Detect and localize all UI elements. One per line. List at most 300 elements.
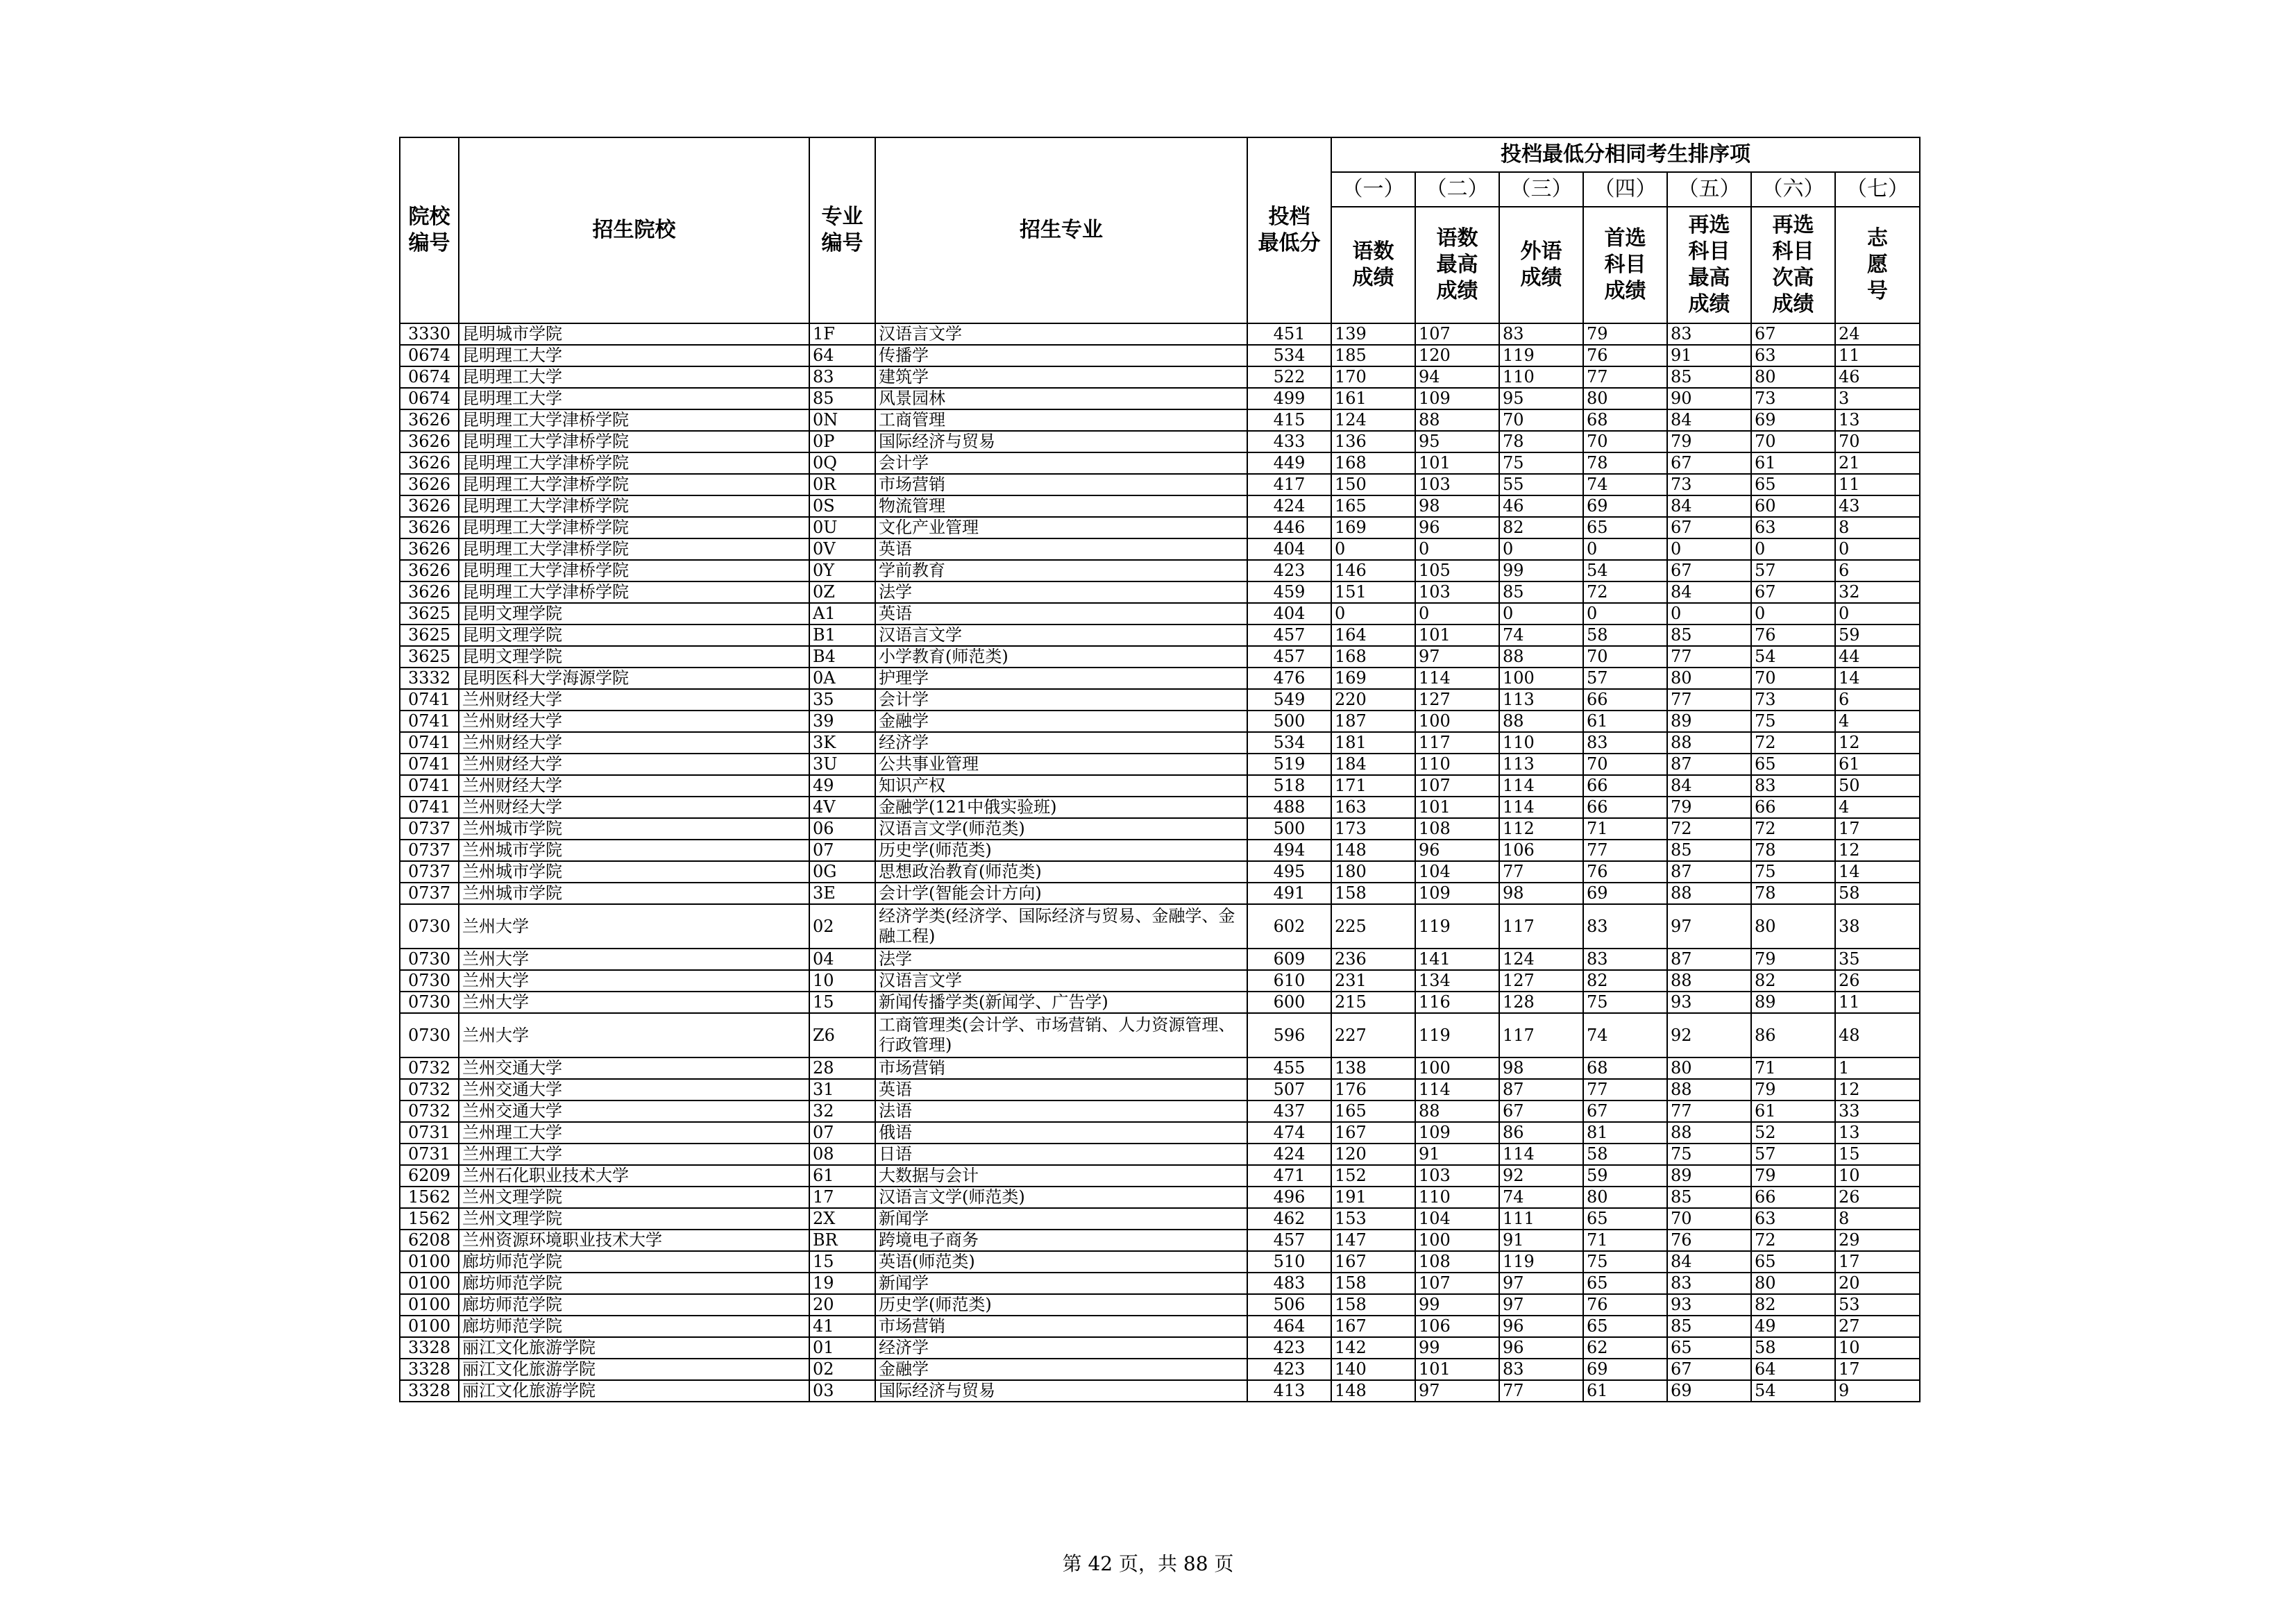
table-row	[400, 883, 1920, 904]
cell-school-code: 0730	[400, 904, 459, 949]
cell-tiebreak-5: 75	[1667, 1144, 1751, 1165]
table-row	[400, 431, 1920, 452]
cell-major-code: 04	[809, 949, 875, 970]
cell-tiebreak-6: 57	[1751, 1144, 1835, 1165]
cell-major-code: 06	[809, 818, 875, 840]
cell-tiebreak-4: 83	[1583, 732, 1667, 754]
cell-tiebreak-3: 114	[1499, 1144, 1583, 1165]
cell-min-score: 423	[1247, 1337, 1331, 1359]
cell-major-name: 市场营销	[875, 1316, 1247, 1337]
table-row	[400, 861, 1920, 883]
cell-tiebreak-1: 173	[1331, 818, 1415, 840]
table-row	[400, 581, 1920, 603]
cell-min-score: 451	[1247, 323, 1331, 345]
cell-tiebreak-4: 0	[1583, 538, 1667, 560]
cell-tiebreak-2: 100	[1415, 1230, 1499, 1251]
cell-tiebreak-1: 139	[1331, 323, 1415, 345]
cell-tiebreak-1: 191	[1331, 1187, 1415, 1208]
cell-tiebreak-3: 127	[1499, 970, 1583, 992]
cell-min-score: 446	[1247, 517, 1331, 538]
cell-tiebreak-4: 71	[1583, 818, 1667, 840]
cell-tiebreak-2: 109	[1415, 388, 1499, 409]
cell-tiebreak-6: 69	[1751, 409, 1835, 431]
cell-school-name: 兰州交通大学	[459, 1057, 809, 1079]
cell-school-name: 昆明文理学院	[459, 624, 809, 646]
cell-tiebreak-2: 100	[1415, 711, 1499, 732]
table-body	[400, 323, 1920, 1402]
cell-school-name: 兰州财经大学	[459, 797, 809, 818]
cell-school-code: 3328	[400, 1337, 459, 1359]
cell-tiebreak-2: 110	[1415, 1187, 1499, 1208]
cell-tiebreak-5: 87	[1667, 949, 1751, 970]
table-row	[400, 970, 1920, 992]
cell-tiebreak-6: 75	[1751, 711, 1835, 732]
cell-min-score: 471	[1247, 1165, 1331, 1187]
cell-tiebreak-3: 82	[1499, 517, 1583, 538]
cell-tiebreak-3: 114	[1499, 797, 1583, 818]
cell-tiebreak-5: 70	[1667, 1208, 1751, 1230]
cell-tiebreak-3: 83	[1499, 323, 1583, 345]
cell-tiebreak-4: 76	[1583, 1294, 1667, 1316]
cell-tiebreak-4: 78	[1583, 452, 1667, 474]
cell-school-name: 兰州理工大学	[459, 1122, 809, 1144]
cell-tiebreak-5: 76	[1667, 1230, 1751, 1251]
cell-school-code: 3626	[400, 495, 459, 517]
cell-tiebreak-7: 13	[1835, 409, 1920, 431]
cell-major-name: 英语(师范类)	[875, 1251, 1247, 1273]
cell-major-code: 4V	[809, 797, 875, 818]
table-row	[400, 1122, 1920, 1144]
cell-min-score: 457	[1247, 1230, 1331, 1251]
cell-major-code: 17	[809, 1187, 875, 1208]
cell-tiebreak-4: 58	[1583, 1144, 1667, 1165]
cell-tiebreak-4: 57	[1583, 668, 1667, 689]
cell-tiebreak-4: 79	[1583, 323, 1667, 345]
table-row	[400, 689, 1920, 711]
cell-tiebreak-6: 66	[1751, 797, 1835, 818]
table-row	[400, 495, 1920, 517]
header-major: 招生专业	[875, 137, 1247, 323]
cell-tiebreak-7: 33	[1835, 1101, 1920, 1122]
cell-tiebreak-1: 0	[1331, 538, 1415, 560]
cell-tiebreak-7: 26	[1835, 1187, 1920, 1208]
cell-tiebreak-1: 171	[1331, 775, 1415, 797]
cell-major-name: 跨境电子商务	[875, 1230, 1247, 1251]
cell-tiebreak-1: 169	[1331, 517, 1415, 538]
cell-tiebreak-1: 148	[1331, 840, 1415, 861]
cell-school-code: 3625	[400, 603, 459, 624]
cell-major-name: 传播学	[875, 345, 1247, 366]
cell-tiebreak-3: 74	[1499, 1187, 1583, 1208]
table-row	[400, 624, 1920, 646]
cell-tiebreak-7: 58	[1835, 883, 1920, 904]
cell-min-score: 534	[1247, 732, 1331, 754]
cell-major-code: 32	[809, 1101, 875, 1122]
cell-major-code: 39	[809, 711, 875, 732]
cell-tiebreak-2: 109	[1415, 883, 1499, 904]
cell-tiebreak-3: 77	[1499, 1380, 1583, 1402]
cell-tiebreak-1: 168	[1331, 452, 1415, 474]
table-row	[400, 754, 1920, 775]
cell-tiebreak-7: 26	[1835, 970, 1920, 992]
cell-tiebreak-6: 71	[1751, 1057, 1835, 1079]
header-tiebreak-number: （六）	[1751, 172, 1835, 207]
cell-tiebreak-4: 0	[1583, 603, 1667, 624]
cell-tiebreak-2: 104	[1415, 1208, 1499, 1230]
cell-tiebreak-7: 12	[1835, 1079, 1920, 1101]
cell-tiebreak-1: 124	[1331, 409, 1415, 431]
cell-major-code: 0N	[809, 409, 875, 431]
cell-tiebreak-2: 106	[1415, 1316, 1499, 1337]
cell-major-code: 83	[809, 366, 875, 388]
cell-major-name: 学前教育	[875, 560, 1247, 581]
cell-tiebreak-2: 88	[1415, 1101, 1499, 1122]
cell-tiebreak-3: 112	[1499, 818, 1583, 840]
table-row	[400, 1294, 1920, 1316]
cell-tiebreak-7: 4	[1835, 797, 1920, 818]
cell-major-code: 0S	[809, 495, 875, 517]
cell-school-name: 昆明理工大学津桥学院	[459, 431, 809, 452]
cell-min-score: 404	[1247, 538, 1331, 560]
cell-tiebreak-1: 148	[1331, 1380, 1415, 1402]
cell-major-name: 英语	[875, 1079, 1247, 1101]
cell-tiebreak-6: 75	[1751, 861, 1835, 883]
cell-tiebreak-2: 0	[1415, 538, 1499, 560]
cell-school-code: 0674	[400, 345, 459, 366]
table-row	[400, 560, 1920, 581]
cell-tiebreak-2: 109	[1415, 1122, 1499, 1144]
cell-major-name: 风景园林	[875, 388, 1247, 409]
cell-tiebreak-3: 97	[1499, 1273, 1583, 1294]
cell-major-code: 3K	[809, 732, 875, 754]
cell-tiebreak-3: 117	[1499, 904, 1583, 949]
cell-tiebreak-3: 124	[1499, 949, 1583, 970]
cell-major-code: 02	[809, 1359, 875, 1380]
cell-major-code: 1F	[809, 323, 875, 345]
table-row	[400, 1337, 1920, 1359]
header-tiebreak-label: 再选 科目 最高 成绩	[1667, 207, 1751, 323]
cell-tiebreak-7: 50	[1835, 775, 1920, 797]
cell-min-score: 415	[1247, 409, 1331, 431]
cell-tiebreak-2: 127	[1415, 689, 1499, 711]
cell-tiebreak-2: 117	[1415, 732, 1499, 754]
cell-tiebreak-4: 58	[1583, 624, 1667, 646]
cell-tiebreak-1: 158	[1331, 883, 1415, 904]
table-row	[400, 1251, 1920, 1273]
cell-tiebreak-7: 43	[1835, 495, 1920, 517]
cell-tiebreak-4: 83	[1583, 904, 1667, 949]
cell-tiebreak-7: 24	[1835, 323, 1920, 345]
cell-major-name: 金融学(121中俄实验班)	[875, 797, 1247, 818]
cell-tiebreak-2: 104	[1415, 861, 1499, 883]
cell-school-name: 昆明理工大学津桥学院	[459, 517, 809, 538]
cell-major-name: 工商管理类(会计学、市场营销、人力资源管理、行政管理)	[875, 1013, 1247, 1057]
cell-major-code: 15	[809, 992, 875, 1013]
cell-min-score: 483	[1247, 1273, 1331, 1294]
table-row	[400, 1165, 1920, 1187]
cell-tiebreak-6: 86	[1751, 1013, 1835, 1057]
cell-tiebreak-3: 67	[1499, 1101, 1583, 1122]
cell-major-name: 新闻学	[875, 1208, 1247, 1230]
cell-school-code: 3332	[400, 668, 459, 689]
cell-tiebreak-4: 69	[1583, 495, 1667, 517]
cell-school-code: 3626	[400, 560, 459, 581]
cell-tiebreak-7: 4	[1835, 711, 1920, 732]
cell-tiebreak-7: 17	[1835, 1251, 1920, 1273]
cell-tiebreak-4: 67	[1583, 1101, 1667, 1122]
cell-tiebreak-2: 98	[1415, 495, 1499, 517]
cell-tiebreak-2: 97	[1415, 1380, 1499, 1402]
cell-tiebreak-4: 77	[1583, 366, 1667, 388]
cell-tiebreak-5: 85	[1667, 840, 1751, 861]
cell-tiebreak-7: 29	[1835, 1230, 1920, 1251]
cell-tiebreak-5: 97	[1667, 904, 1751, 949]
cell-tiebreak-3: 114	[1499, 775, 1583, 797]
cell-min-score: 602	[1247, 904, 1331, 949]
table-row	[400, 732, 1920, 754]
cell-tiebreak-3: 106	[1499, 840, 1583, 861]
cell-min-score: 455	[1247, 1057, 1331, 1079]
cell-tiebreak-6: 72	[1751, 732, 1835, 754]
cell-tiebreak-7: 12	[1835, 840, 1920, 861]
cell-tiebreak-6: 78	[1751, 883, 1835, 904]
cell-tiebreak-6: 0	[1751, 538, 1835, 560]
cell-major-code: 0Y	[809, 560, 875, 581]
cell-tiebreak-7: 8	[1835, 517, 1920, 538]
header-school-code: 院校 编号	[400, 137, 459, 323]
cell-school-name: 昆明文理学院	[459, 603, 809, 624]
cell-tiebreak-6: 61	[1751, 1101, 1835, 1122]
cell-min-score: 495	[1247, 861, 1331, 883]
cell-school-code: 3328	[400, 1359, 459, 1380]
cell-tiebreak-4: 54	[1583, 560, 1667, 581]
cell-tiebreak-6: 79	[1751, 949, 1835, 970]
cell-tiebreak-4: 82	[1583, 970, 1667, 992]
table-row	[400, 992, 1920, 1013]
cell-tiebreak-1: 236	[1331, 949, 1415, 970]
cell-school-name: 兰州文理学院	[459, 1208, 809, 1230]
cell-tiebreak-4: 65	[1583, 1208, 1667, 1230]
cell-tiebreak-4: 80	[1583, 1187, 1667, 1208]
cell-tiebreak-7: 14	[1835, 668, 1920, 689]
cell-school-code: 3626	[400, 474, 459, 495]
cell-tiebreak-2: 114	[1415, 668, 1499, 689]
cell-tiebreak-1: 215	[1331, 992, 1415, 1013]
cell-tiebreak-2: 108	[1415, 1251, 1499, 1273]
cell-tiebreak-3: 74	[1499, 624, 1583, 646]
table-row	[400, 517, 1920, 538]
cell-tiebreak-1: 169	[1331, 668, 1415, 689]
cell-major-name: 建筑学	[875, 366, 1247, 388]
cell-tiebreak-6: 66	[1751, 1187, 1835, 1208]
cell-tiebreak-7: 70	[1835, 431, 1920, 452]
cell-tiebreak-2: 119	[1415, 904, 1499, 949]
cell-tiebreak-4: 68	[1583, 1057, 1667, 1079]
table-row	[400, 1101, 1920, 1122]
cell-tiebreak-1: 0	[1331, 603, 1415, 624]
header-tiebreak-label: 首选 科目 成绩	[1583, 207, 1667, 323]
cell-school-name: 兰州财经大学	[459, 711, 809, 732]
cell-tiebreak-7: 38	[1835, 904, 1920, 949]
table-row	[400, 1057, 1920, 1079]
cell-tiebreak-4: 59	[1583, 1165, 1667, 1187]
cell-tiebreak-5: 83	[1667, 1273, 1751, 1294]
cell-min-score: 499	[1247, 388, 1331, 409]
table-row	[400, 904, 1920, 949]
cell-tiebreak-2: 96	[1415, 840, 1499, 861]
cell-major-name: 新闻学	[875, 1273, 1247, 1294]
cell-tiebreak-1: 167	[1331, 1316, 1415, 1337]
cell-school-name: 兰州大学	[459, 992, 809, 1013]
cell-tiebreak-7: 44	[1835, 646, 1920, 668]
cell-tiebreak-6: 67	[1751, 581, 1835, 603]
cell-min-score: 507	[1247, 1079, 1331, 1101]
cell-tiebreak-2: 101	[1415, 624, 1499, 646]
cell-tiebreak-4: 81	[1583, 1122, 1667, 1144]
cell-major-name: 汉语言文学	[875, 323, 1247, 345]
cell-tiebreak-4: 61	[1583, 1380, 1667, 1402]
cell-min-score: 596	[1247, 1013, 1331, 1057]
cell-tiebreak-3: 98	[1499, 883, 1583, 904]
cell-tiebreak-3: 78	[1499, 431, 1583, 452]
cell-school-code: 0731	[400, 1122, 459, 1144]
cell-major-code: 0R	[809, 474, 875, 495]
cell-major-name: 会计学	[875, 452, 1247, 474]
cell-tiebreak-1: 140	[1331, 1359, 1415, 1380]
cell-tiebreak-1: 165	[1331, 495, 1415, 517]
cell-school-name: 昆明理工大学	[459, 388, 809, 409]
cell-major-code: 02	[809, 904, 875, 949]
table-row	[400, 323, 1920, 345]
cell-tiebreak-4: 75	[1583, 1251, 1667, 1273]
header-school: 招生院校	[459, 137, 809, 323]
cell-tiebreak-4: 71	[1583, 1230, 1667, 1251]
cell-tiebreak-6: 80	[1751, 904, 1835, 949]
cell-school-name: 兰州大学	[459, 970, 809, 992]
cell-tiebreak-3: 110	[1499, 366, 1583, 388]
cell-tiebreak-3: 92	[1499, 1165, 1583, 1187]
cell-major-code: 19	[809, 1273, 875, 1294]
cell-tiebreak-7: 13	[1835, 1122, 1920, 1144]
cell-major-code: B4	[809, 646, 875, 668]
cell-tiebreak-5: 67	[1667, 560, 1751, 581]
cell-tiebreak-4: 70	[1583, 431, 1667, 452]
cell-major-code: 07	[809, 1122, 875, 1144]
table-row	[400, 1230, 1920, 1251]
cell-tiebreak-4: 69	[1583, 1359, 1667, 1380]
cell-tiebreak-4: 74	[1583, 1013, 1667, 1057]
cell-tiebreak-6: 63	[1751, 1208, 1835, 1230]
cell-tiebreak-1: 142	[1331, 1337, 1415, 1359]
table-row	[400, 668, 1920, 689]
cell-tiebreak-2: 107	[1415, 323, 1499, 345]
cell-major-name: 市场营销	[875, 1057, 1247, 1079]
cell-tiebreak-5: 87	[1667, 754, 1751, 775]
cell-tiebreak-3: 113	[1499, 689, 1583, 711]
cell-tiebreak-2: 120	[1415, 345, 1499, 366]
cell-tiebreak-1: 227	[1331, 1013, 1415, 1057]
cell-school-code: 0737	[400, 818, 459, 840]
cell-tiebreak-6: 0	[1751, 603, 1835, 624]
cell-tiebreak-3: 96	[1499, 1337, 1583, 1359]
table-row	[400, 409, 1920, 431]
cell-tiebreak-6: 52	[1751, 1122, 1835, 1144]
cell-major-code: 0P	[809, 431, 875, 452]
cell-school-code: 0730	[400, 970, 459, 992]
table-row	[400, 345, 1920, 366]
cell-school-code: 0741	[400, 775, 459, 797]
cell-major-name: 历史学(师范类)	[875, 840, 1247, 861]
cell-tiebreak-6: 73	[1751, 388, 1835, 409]
cell-school-code: 3625	[400, 624, 459, 646]
cell-tiebreak-7: 15	[1835, 1144, 1920, 1165]
cell-school-code: 0741	[400, 797, 459, 818]
cell-school-code: 0737	[400, 861, 459, 883]
cell-tiebreak-6: 76	[1751, 624, 1835, 646]
cell-tiebreak-1: 167	[1331, 1122, 1415, 1144]
cell-tiebreak-7: 27	[1835, 1316, 1920, 1337]
cell-major-name: 法学	[875, 949, 1247, 970]
table-row	[400, 1316, 1920, 1337]
cell-tiebreak-5: 0	[1667, 538, 1751, 560]
cell-tiebreak-5: 84	[1667, 775, 1751, 797]
cell-tiebreak-6: 78	[1751, 840, 1835, 861]
cell-tiebreak-4: 62	[1583, 1337, 1667, 1359]
cell-school-code: 0732	[400, 1079, 459, 1101]
cell-tiebreak-7: 0	[1835, 538, 1920, 560]
cell-school-name: 丽江文化旅游学院	[459, 1380, 809, 1402]
cell-major-name: 国际经济与贸易	[875, 431, 1247, 452]
table-row	[400, 775, 1920, 797]
cell-tiebreak-6: 80	[1751, 1273, 1835, 1294]
cell-tiebreak-1: 231	[1331, 970, 1415, 992]
cell-school-code: 3626	[400, 538, 459, 560]
table-row	[400, 1079, 1920, 1101]
cell-school-code: 3626	[400, 409, 459, 431]
cell-tiebreak-4: 70	[1583, 646, 1667, 668]
cell-tiebreak-5: 80	[1667, 668, 1751, 689]
cell-tiebreak-7: 6	[1835, 560, 1920, 581]
cell-major-name: 物流管理	[875, 495, 1247, 517]
cell-tiebreak-4: 70	[1583, 754, 1667, 775]
cell-min-score: 600	[1247, 992, 1331, 1013]
cell-school-code: 3626	[400, 431, 459, 452]
cell-major-code: 01	[809, 1337, 875, 1359]
cell-tiebreak-7: 32	[1835, 581, 1920, 603]
cell-tiebreak-1: 220	[1331, 689, 1415, 711]
cell-tiebreak-3: 97	[1499, 1294, 1583, 1316]
cell-tiebreak-6: 58	[1751, 1337, 1835, 1359]
cell-tiebreak-5: 92	[1667, 1013, 1751, 1057]
cell-tiebreak-5: 83	[1667, 323, 1751, 345]
cell-tiebreak-2: 119	[1415, 1013, 1499, 1057]
cell-school-name: 兰州城市学院	[459, 883, 809, 904]
cell-tiebreak-2: 110	[1415, 754, 1499, 775]
cell-major-name: 日语	[875, 1144, 1247, 1165]
table-row	[400, 1013, 1920, 1057]
cell-tiebreak-2: 101	[1415, 797, 1499, 818]
cell-major-code: 49	[809, 775, 875, 797]
cell-tiebreak-4: 66	[1583, 775, 1667, 797]
cell-tiebreak-6: 49	[1751, 1316, 1835, 1337]
cell-tiebreak-5: 67	[1667, 517, 1751, 538]
cell-tiebreak-6: 73	[1751, 689, 1835, 711]
cell-tiebreak-3: 86	[1499, 1122, 1583, 1144]
cell-major-code: A1	[809, 603, 875, 624]
cell-major-code: 07	[809, 840, 875, 861]
cell-tiebreak-5: 79	[1667, 797, 1751, 818]
table-row	[400, 538, 1920, 560]
